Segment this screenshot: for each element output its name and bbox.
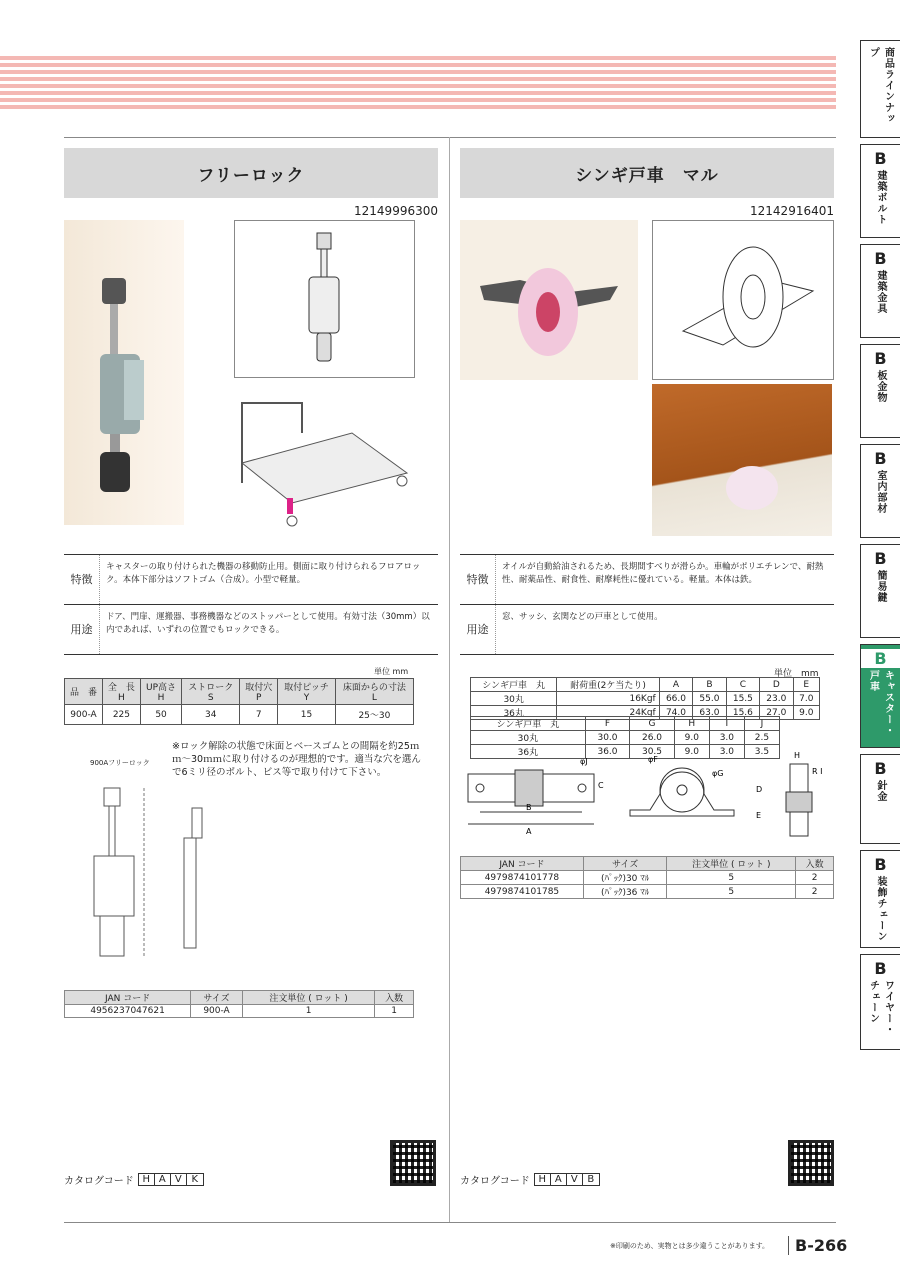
usage-label: 用途: [460, 605, 496, 654]
footer-rule: [64, 1222, 836, 1223]
unit-label: 単位 mm: [774, 669, 819, 679]
svg-text:B: B: [526, 803, 532, 812]
drawing-label: 900Aフリーロック: [90, 759, 150, 767]
svg-text:φG: φG: [712, 769, 724, 778]
install-note: ※ロック解除の状態で床面とベースゴムとの間隔を約25ｍｍ〜30ｍｍに取り付けるのが理想的です。適当な穴を選んで6ミリ径のボルト、ビス等で取り付けて下さい。: [172, 741, 421, 778]
usage-label: 用途: [64, 605, 100, 654]
spec-table-2: シンギ戸車 丸 F G H I J 30丸 30.0 26.0 9.0 3.0 2.5 36丸 36.0 30.5 9.0 3.0 3.5: [470, 716, 780, 759]
spec-row: 30丸 16Kgf 66.0 55.0 15.5 23.0 7.0: [471, 692, 820, 706]
print-note: ※印刷のため、実物とは多少違うことがあります。: [610, 1242, 770, 1250]
free-lock-drawing: [74, 768, 234, 983]
usage-row: [460, 605, 834, 655]
spec-table-1: シンギ戸車 丸 耐荷重(2ケ当たり) A B C D E 30丸 16Kgf 66.0 55.0 15.5 23.0 7.0 36丸 24Kgf 74.0 63.0 15.6 27.0 9.0: [470, 677, 820, 720]
door-roller-photo: [652, 384, 832, 536]
tab-simple-locks[interactable]: B 簡易鍵: [860, 544, 900, 638]
tab-decorative-chain[interactable]: B 装飾チェーン: [860, 850, 900, 948]
dim-row: 900-A 225 50 34 7 15 25〜30: [65, 705, 414, 725]
dim-header: 床面からの寸法 L: [335, 679, 413, 705]
roller-photo: [460, 220, 638, 380]
spec-row: 36丸 36.0 30.5 9.0 3.0 3.5: [471, 745, 780, 759]
page-number: B-266: [788, 1236, 847, 1255]
top-rule: [64, 137, 836, 138]
dim-header: UP高さ H: [140, 679, 181, 705]
usage-text: 窓、サッシ、玄関などの戸車として使用。: [502, 612, 663, 622]
jan-row: 4979874101785 (ﾊﾟｯｸ)36 ﾏﾙ 5 2: [461, 885, 834, 899]
qr-code-icon: [390, 1140, 436, 1186]
svg-text:A: A: [526, 827, 532, 836]
cart-illustration: [232, 393, 412, 533]
product-code: 12149996300: [354, 204, 438, 218]
features-label: 特徴: [64, 555, 100, 604]
svg-text:E: E: [756, 811, 762, 820]
product-shingi-roller: [460, 148, 834, 898]
features-text: キャスターの取り付けられた機器の移動防止用。側面に取り付けられるフロアロック。本体下部分はソフトゴム（合成）。小型で軽量。: [106, 562, 421, 585]
features-row: [64, 555, 438, 605]
tab-sheet-metal[interactable]: B 板金物: [860, 344, 900, 438]
dimension-table: [64, 678, 414, 725]
product-code: 12142916401: [750, 204, 834, 218]
spec-row: 30丸 30.0 26.0 9.0 3.0 2.5: [471, 731, 780, 745]
features-text: オイルが自動給油されるため、長期間すべりが滑らか。車輪がポリエチレンで、耐熱性、耐薬品性、耐食性、耐摩耗性に優れている。軽量。本体は鉄。: [502, 562, 824, 585]
dim-header: 取付穴 P: [240, 679, 278, 705]
svg-text:φJ: φJ: [580, 757, 588, 766]
svg-text:φF: φF: [648, 755, 658, 764]
spec-table: [460, 554, 834, 655]
tab-wire[interactable]: B 針金: [860, 754, 900, 844]
product-title: フリーロック: [64, 148, 438, 198]
usage-row: [64, 605, 438, 655]
svg-text:R I: R I: [812, 767, 823, 776]
svg-text:D: D: [756, 785, 763, 794]
product-title: シンギ戸車 マル: [460, 148, 834, 198]
svg-text:H: H: [794, 752, 801, 760]
features-label: 特徴: [460, 555, 496, 604]
spec-row: 36丸 24Kgf 74.0 63.0 15.6 27.0 9.0: [471, 706, 820, 720]
svg-text:C: C: [598, 781, 604, 790]
jan-row: 4979874101778 (ﾊﾟｯｸ)30 ﾏﾙ 5 2: [461, 871, 834, 885]
tab-building-hardware[interactable]: B 建築金具: [860, 244, 900, 338]
qr-code-icon: [788, 1140, 834, 1186]
jan-table: JAN コード サイズ 注文単位 ( ロット ) 入数 4956237047621 900-A 1 1: [64, 990, 414, 1018]
dim-header: ストローク S: [182, 679, 240, 705]
tab-wire-chain[interactable]: B ワイヤー・チェーン: [860, 954, 900, 1050]
tab-casters-rollers[interactable]: B キャスター・戸車: [860, 644, 900, 748]
tab-lineup[interactable]: 商品ラインナップ: [860, 40, 900, 138]
column-divider: [449, 137, 450, 1222]
free-lock-photo: [64, 220, 184, 525]
free-lock-illustration: [234, 220, 415, 378]
header-stripes: [0, 56, 836, 112]
tab-building-bolts[interactable]: B 建築ボルト: [860, 144, 900, 238]
spec-table: [64, 554, 438, 655]
unit-label: 単位 mm: [374, 667, 409, 676]
roller-illustration: [652, 220, 834, 380]
features-row: [460, 555, 834, 605]
product-free-lock: [64, 148, 438, 1016]
category-tabs: [860, 40, 900, 1056]
catalog-code-right: カタログコード H A V B: [460, 1172, 600, 1187]
dim-header: 全 長 H: [102, 679, 140, 705]
tab-interior-parts[interactable]: B 室内部材: [860, 444, 900, 538]
usage-text: ドア、門扉、運搬器、事務機器などのストッパーとして使用。有効寸法（30mm）以内であれば、いずれの位置でもロックできる。: [106, 612, 430, 635]
dim-header: 品 番: [65, 679, 103, 705]
jan-table: JAN コード サイズ 注文単位 ( ロット ) 入数 4979874101778 (ﾊﾟｯｸ)30 ﾏﾙ 5 2 4979874101785 (ﾊﾟｯｸ)36 ﾏﾙ 5 2: [460, 856, 834, 899]
roller-dimension-drawing: [460, 752, 834, 844]
jan-row: 4956237047621 900-A 1 1: [65, 1005, 414, 1018]
catalog-code-left: カタログコード H A V K: [64, 1172, 204, 1187]
dim-header: 取付ピッチ Y: [278, 679, 336, 705]
